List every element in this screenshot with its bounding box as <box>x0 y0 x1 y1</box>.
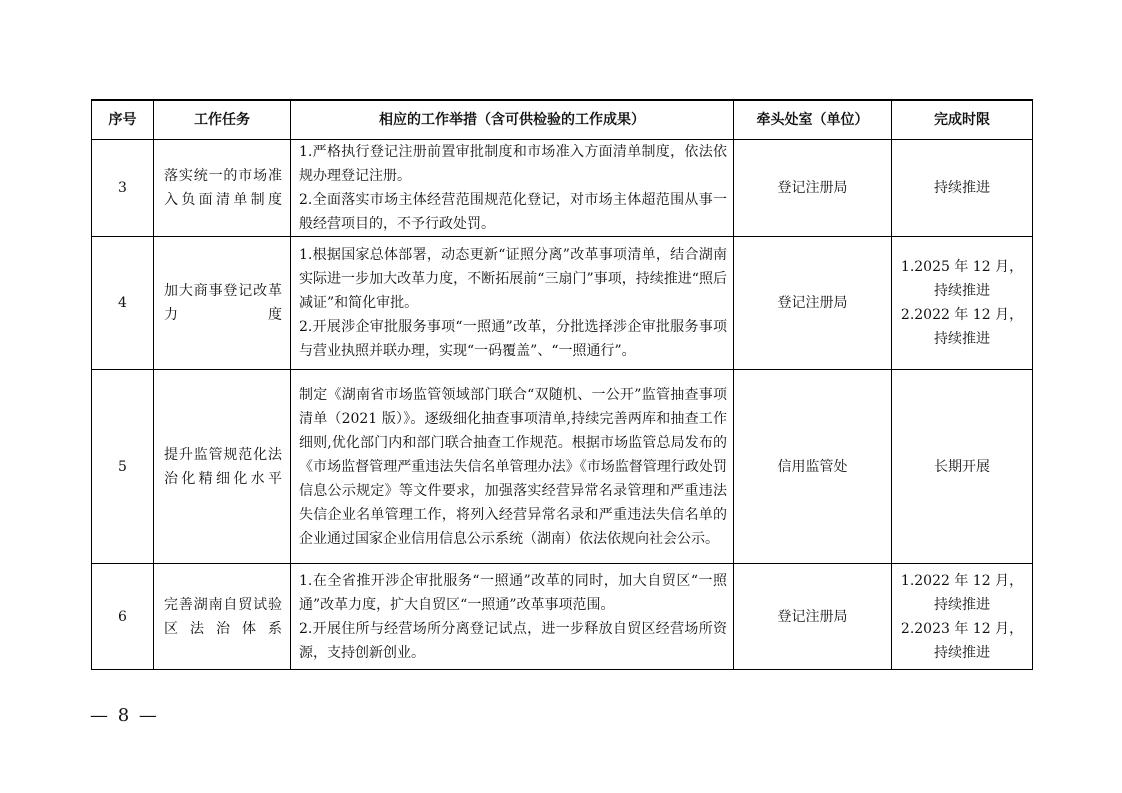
table-row <box>92 237 1033 370</box>
row-lead-department: 信用监管处 <box>734 370 892 564</box>
row-lead-department: 登记注册局 <box>734 237 892 370</box>
row-serial-number: 6 <box>92 564 154 670</box>
row-work-task: 加大商事登记改革力度 <box>154 237 291 370</box>
deadline-line: 持续推进 <box>934 180 990 196</box>
deadline-line: 持续推进 <box>934 331 990 347</box>
header-deadline: 完成时限 <box>892 100 1033 140</box>
header-work-measures: 相应的工作举措（含可供检验的工作成果） <box>291 100 734 140</box>
row-serial-number: 4 <box>92 237 154 370</box>
row-serial-number: 3 <box>92 140 154 237</box>
deadline-line: 1.2025 年 12 月， <box>900 259 1024 275</box>
row-work-task: 完善湖南自贸试验区法治体系 <box>154 564 291 670</box>
row-work-task: 落实统一的市场准入负面清单制度 <box>154 140 291 237</box>
row-work-measures <box>291 140 734 237</box>
row-lead-department: 登记注册局 <box>734 564 892 670</box>
deadline-line: 持续推进 <box>934 283 990 299</box>
deadline-line: 2.2023 年 12 月， <box>900 620 1024 637</box>
header-lead-department: 牵头处室（单位） <box>734 100 892 140</box>
measure-item: 1.严格执行登记注册前置审批制度和市场准入方面清单制度，依法依规办理登记注册。 <box>299 144 727 184</box>
deadline-line: 持续推进 <box>934 644 990 661</box>
header-work-task: 工作任务 <box>154 100 291 140</box>
row-work-measures <box>291 237 734 370</box>
row-work-task: 提升监管规范化法治化精细化水平 <box>154 370 291 564</box>
work-task-table <box>91 99 1033 670</box>
table-row <box>92 370 1033 564</box>
deadline-line: 长期开展 <box>934 458 990 475</box>
row-work-measures <box>291 370 734 564</box>
measure-item: 2.开展住所与经营场所分离登记试点，进一步释放自贸区经营场所资源，支持创新创业。 <box>299 620 727 661</box>
row-deadline <box>892 237 1033 370</box>
header-serial-number: 序号 <box>92 100 154 140</box>
table-row <box>92 564 1033 670</box>
measure-item: 1.根据国家总体部署，动态更新“证照分离”改革事项清单，结合湖南实际进一步加大改革力度，不断拓展前“三扇门”事项，持续推进“照后减证”和简化审批。 <box>299 247 727 311</box>
measure-item: 制定《湖南省市场监管领域部门联合“双随机、一公开”监管抽查事项清单（2021 版）》。逐级细化抽查事项清单,持续完善两库和抽查工作细则,优化部门内和部门联合抽查工作规范。根据市场监管总局发布的《市场监督管理严重违法失信名单管理办法》《市场监督管理行政处罚信息公示规定》等文件要求，加强落实经营异常名录管理和严重违法失信企业名单管理工作，将列入经营异常名录和严重违法失信名单的企业通过国家企业信用信息公示系统（湖南）依法依规向社会公示。 <box>299 386 727 547</box>
page-number: — 8 — <box>90 705 159 726</box>
row-deadline <box>892 564 1033 670</box>
measure-item: 1.在全省推开涉企审批服务“一照通”改革的同时，加大自贸区“一照通”改革力度，扩大自贸区“一照通”改革事项范围。 <box>299 572 727 613</box>
measure-item: 2.开展涉企审批服务事项“一照通”改革，分批选择涉企审批服务事项与营业执照并联办理，实现“一码覆盖”、“一照通行”。 <box>299 319 727 359</box>
row-lead-department: 登记注册局 <box>734 140 892 237</box>
row-deadline <box>892 370 1033 564</box>
row-deadline <box>892 140 1033 237</box>
deadline-line: 1.2022 年 12 月， <box>900 572 1024 589</box>
deadline-line: 2.2022 年 12 月， <box>900 307 1024 323</box>
table-row <box>92 140 1033 237</box>
deadline-line: 持续推进 <box>934 596 990 613</box>
row-serial-number: 5 <box>92 370 154 564</box>
measure-item: 2.全面落实市场主体经营范围规范化登记，对市场主体超范围从事一般经营项目的，不予行政处罚。 <box>299 192 727 232</box>
table-header-row <box>92 100 1033 140</box>
row-work-measures <box>291 564 734 670</box>
